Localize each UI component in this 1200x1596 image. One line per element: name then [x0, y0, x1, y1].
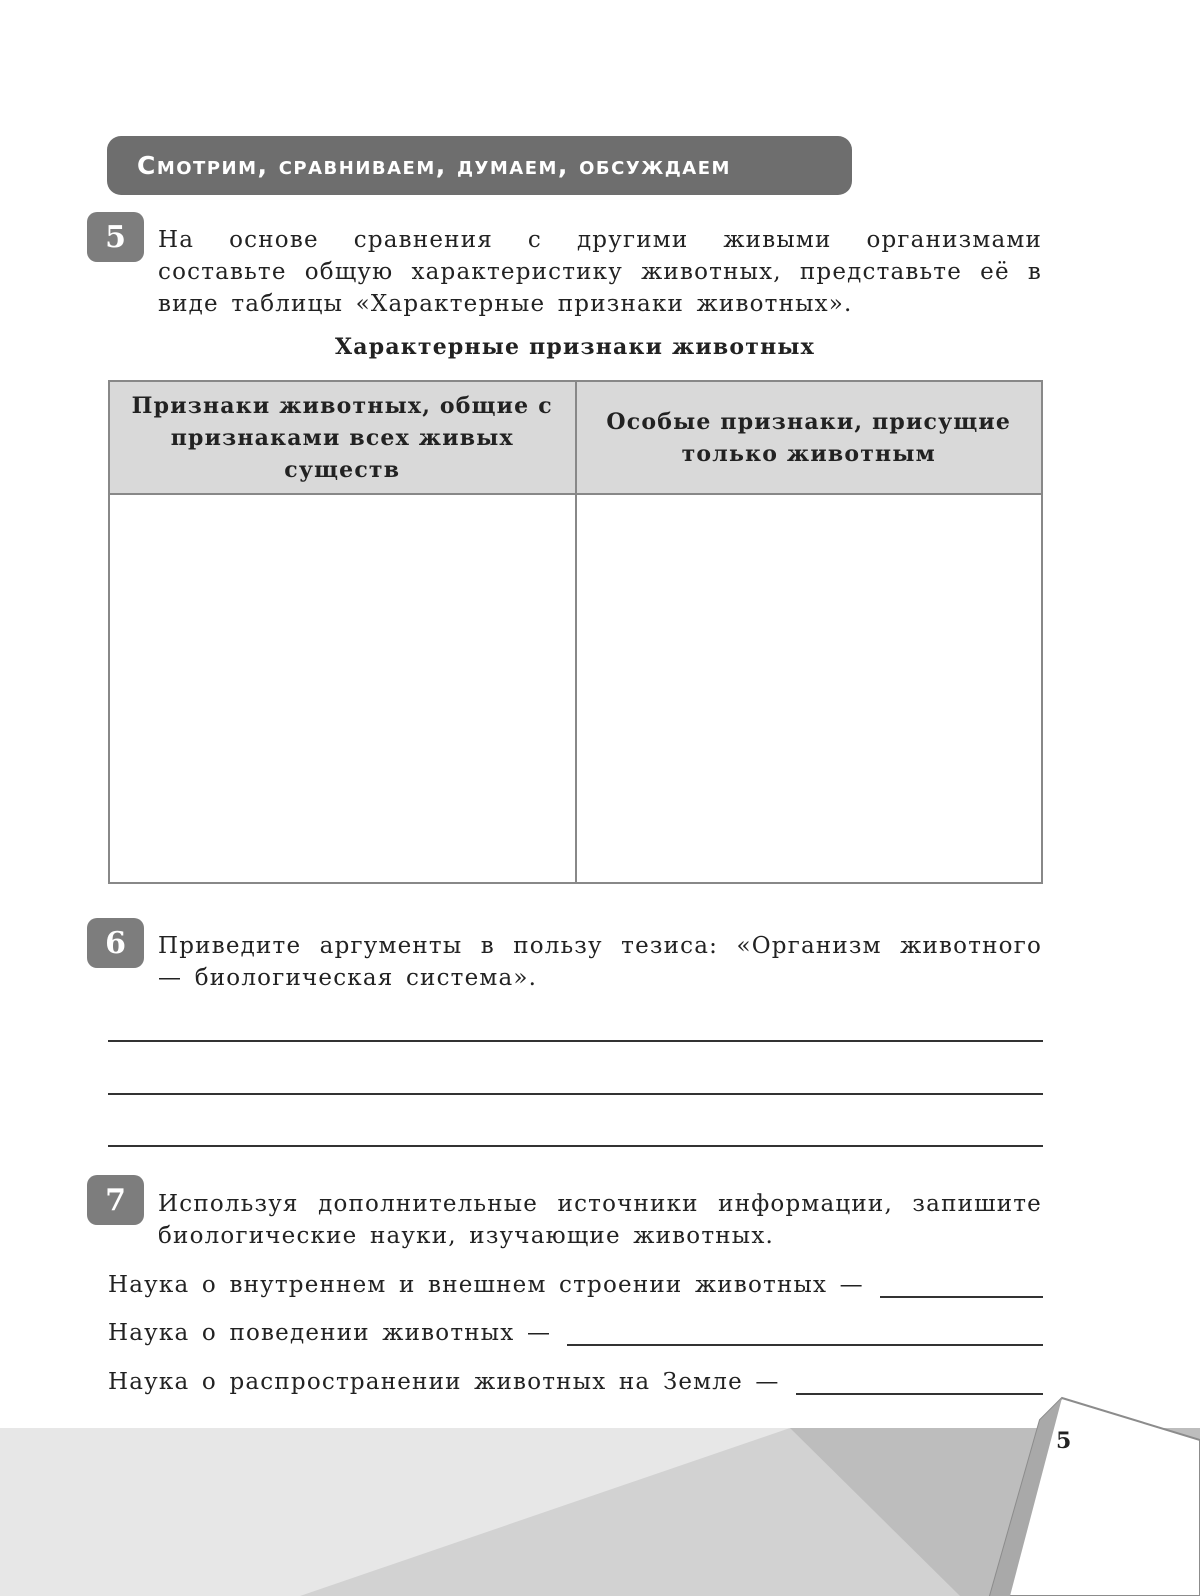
fill-in-label: Наука о внутреннем и внешнем строении животных — — [108, 1272, 864, 1298]
answer-line[interactable] — [108, 1040, 1043, 1042]
answer-line[interactable] — [108, 1145, 1043, 1147]
page-number: 5 — [1056, 1428, 1072, 1454]
table-header-specific: Особые признаки, присущие только животным — [576, 381, 1043, 494]
fill-in-row — [108, 1312, 1043, 1346]
fill-in-blank[interactable] — [796, 1369, 1043, 1395]
task-number-badge: 7 — [87, 1175, 144, 1225]
fill-in-label: Наука о поведении животных — — [108, 1320, 552, 1346]
table-title: Характерные признаки животных — [335, 334, 815, 360]
task-text: Приведите аргументы в пользу тезиса: «Организм животного — биологическая система». — [158, 933, 1042, 991]
fill-in-row — [108, 1264, 1043, 1298]
features-table — [108, 380, 1043, 884]
table-row — [109, 494, 1042, 883]
task-number-badge: 5 — [87, 212, 144, 262]
section-header: Смотрим, сравниваем, думаем, обсуждаем — [107, 136, 852, 195]
fill-in-label: Наука о распространении животных на Земле — — [108, 1369, 780, 1395]
task-text: На основе сравнения с другими живыми организмами составьте общую характеристику животных, представьте её в виде таблицы «Характерные признаки животных». — [158, 227, 1042, 317]
answer-line[interactable] — [108, 1093, 1043, 1095]
answer-cell-specific[interactable] — [576, 494, 1043, 883]
table-header-common: Признаки животных, общие с признаками всех живых существ — [109, 381, 576, 494]
fill-in-row — [108, 1361, 1043, 1395]
task-text: Используя дополнительные источники информации, запишите биологические науки, изучающие животных. — [158, 1191, 1042, 1249]
fill-in-blank[interactable] — [567, 1320, 1043, 1346]
task-number-badge: 6 — [87, 918, 144, 968]
fill-in-blank[interactable] — [880, 1272, 1043, 1298]
answer-cell-common[interactable] — [109, 494, 576, 883]
